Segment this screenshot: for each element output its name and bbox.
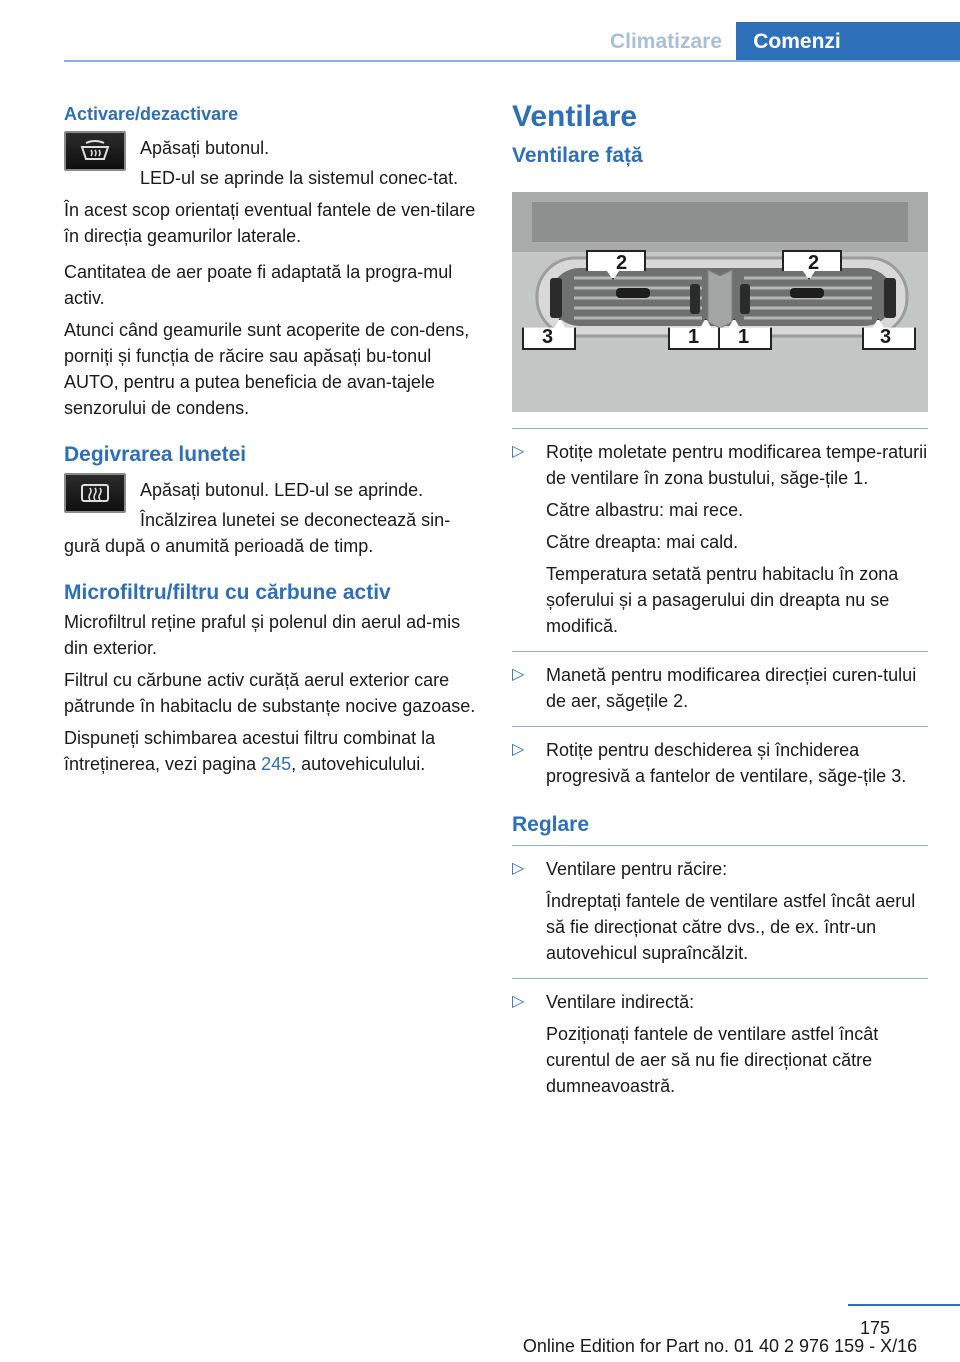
list-item [512, 737, 928, 789]
bullet-text: Ventilare indirectă: [546, 992, 695, 1012]
bullet-text: Ventilare pentru răcire: [546, 859, 728, 879]
bullet-triangle-icon: ▷ [512, 860, 525, 877]
bullet-triangle-icon: ▷ [512, 443, 525, 460]
rear-window-heating-button-icon [64, 473, 126, 513]
bullet-subtext: Poziționați fantele de ventilare astfel încât curentul de aer să nu fie direcționat către dumneavoastră. [546, 1024, 879, 1096]
activare-line1: Apăsați butonul. [140, 138, 270, 158]
activare-line2: LED-ul se aprinde la sistemul conec-tat. [140, 168, 459, 188]
left-column [64, 100, 478, 777]
front-vents-image [512, 192, 928, 412]
page-number: 175 [860, 1318, 891, 1338]
divider [512, 726, 928, 727]
rear-window-defrost-button-icon [64, 131, 126, 171]
microfiltru-para3 [64, 725, 478, 777]
image-label: 1 [738, 326, 750, 348]
bullet-triangle-icon: ▷ [512, 666, 525, 683]
degivrare-line2: Încălzirea lunetei se deconectează sin-gură după o anumită perioadă de timp. [64, 510, 451, 556]
image-label: 3 [880, 326, 892, 348]
image-label: 1 [688, 326, 700, 348]
divider [512, 651, 928, 652]
image-label: 2 [808, 252, 820, 274]
activare-para2: Cantitatea de aer poate fi adaptată la progra-mul activ. [64, 262, 453, 308]
degivrare-title: Degivrarea lunetei [64, 443, 247, 466]
divider [512, 845, 928, 846]
header-section-label: Climatizare [609, 30, 723, 53]
bullet-subtext: Îndreptați fantele de ventilare astfel încât aerul să fie direcționat către dvs., de ex. într-un autovehicul supraîncălzit. [546, 891, 916, 963]
header-tab-extension [858, 22, 960, 62]
bullet-text: Rotițe moletate pentru modificarea tempe-raturii de ventilare în zona bustului, săge-țile 1. [546, 442, 928, 488]
reglare-title: Reglare [512, 813, 590, 836]
list-item [512, 662, 928, 714]
image-label: 2 [616, 252, 628, 274]
activare-para1: În acest scop orientați eventual fantele de ven-tilare în direcția geamurilor laterale. [64, 200, 476, 246]
divider [512, 978, 928, 979]
microfiltru-para3-start: Dispuneți schimbarea acestui filtru combinat la întreținerea, vezi pagina [64, 728, 436, 774]
image-label: 3 [542, 326, 554, 348]
degivrare-line1: Apăsați butonul. LED-ul se aprinde. [140, 480, 424, 500]
microfiltru-para2: Filtrul cu cărbune activ curăță aerul exterior care pătrunde în habitaclu de substanțe nocive gazoase. [64, 670, 476, 716]
list-item [512, 856, 928, 966]
list-item [512, 439, 928, 639]
microfiltru-title: Microfiltru/filtru cu cărbune activ [64, 581, 391, 604]
bullet-subtext: Către albastru: mai rece. [546, 500, 744, 520]
bullet-subtext: Către dreapta: mai cald. [546, 532, 739, 552]
bullet-triangle-icon: ▷ [512, 993, 525, 1010]
list-item [512, 989, 928, 1099]
microfiltru-para3-end: , autovehiculului. [291, 754, 426, 774]
bullet-text: Rotițe pentru deschiderea și închiderea progresivă a fantelor de ventilare, săge-țile 3. [546, 740, 907, 786]
activare-para3: Atunci când geamurile sunt acoperite de con-dens, porniți și funcția de răcire sau apăsați bu-tonul AUTO, pentru a putea beneficia de avan-tajele senzorului de condens. [64, 320, 470, 418]
right-column [512, 100, 928, 1099]
microfiltru-para1: Microfiltrul reține praful și polenul din aerul ad-mis din exterior. [64, 612, 461, 658]
bullet-text: Manetă pentru modificarea direcției curen-tului de aer, săgețile 2. [546, 665, 917, 711]
footer-edition: Online Edition for Part no. 01 40 2 976 159 - X/16 [522, 1336, 918, 1356]
bullet-subtext: Temperatura setată pentru habitaclu în zona șoferului și a pasagerului din dreapta nu se modifică. [546, 564, 899, 636]
header-tab-comenzi[interactable]: Comenzi [736, 22, 858, 62]
activare-title: Activare/dezactivare [64, 104, 239, 124]
divider [512, 428, 928, 429]
footer-rule [848, 1304, 960, 1306]
ventilare-title: Ventilare [512, 100, 638, 133]
header-rule [64, 60, 960, 62]
bullet-triangle-icon: ▷ [512, 741, 525, 758]
ventilare-fata-title: Ventilare față [512, 144, 643, 167]
page-link-245[interactable]: 245 [261, 754, 292, 774]
